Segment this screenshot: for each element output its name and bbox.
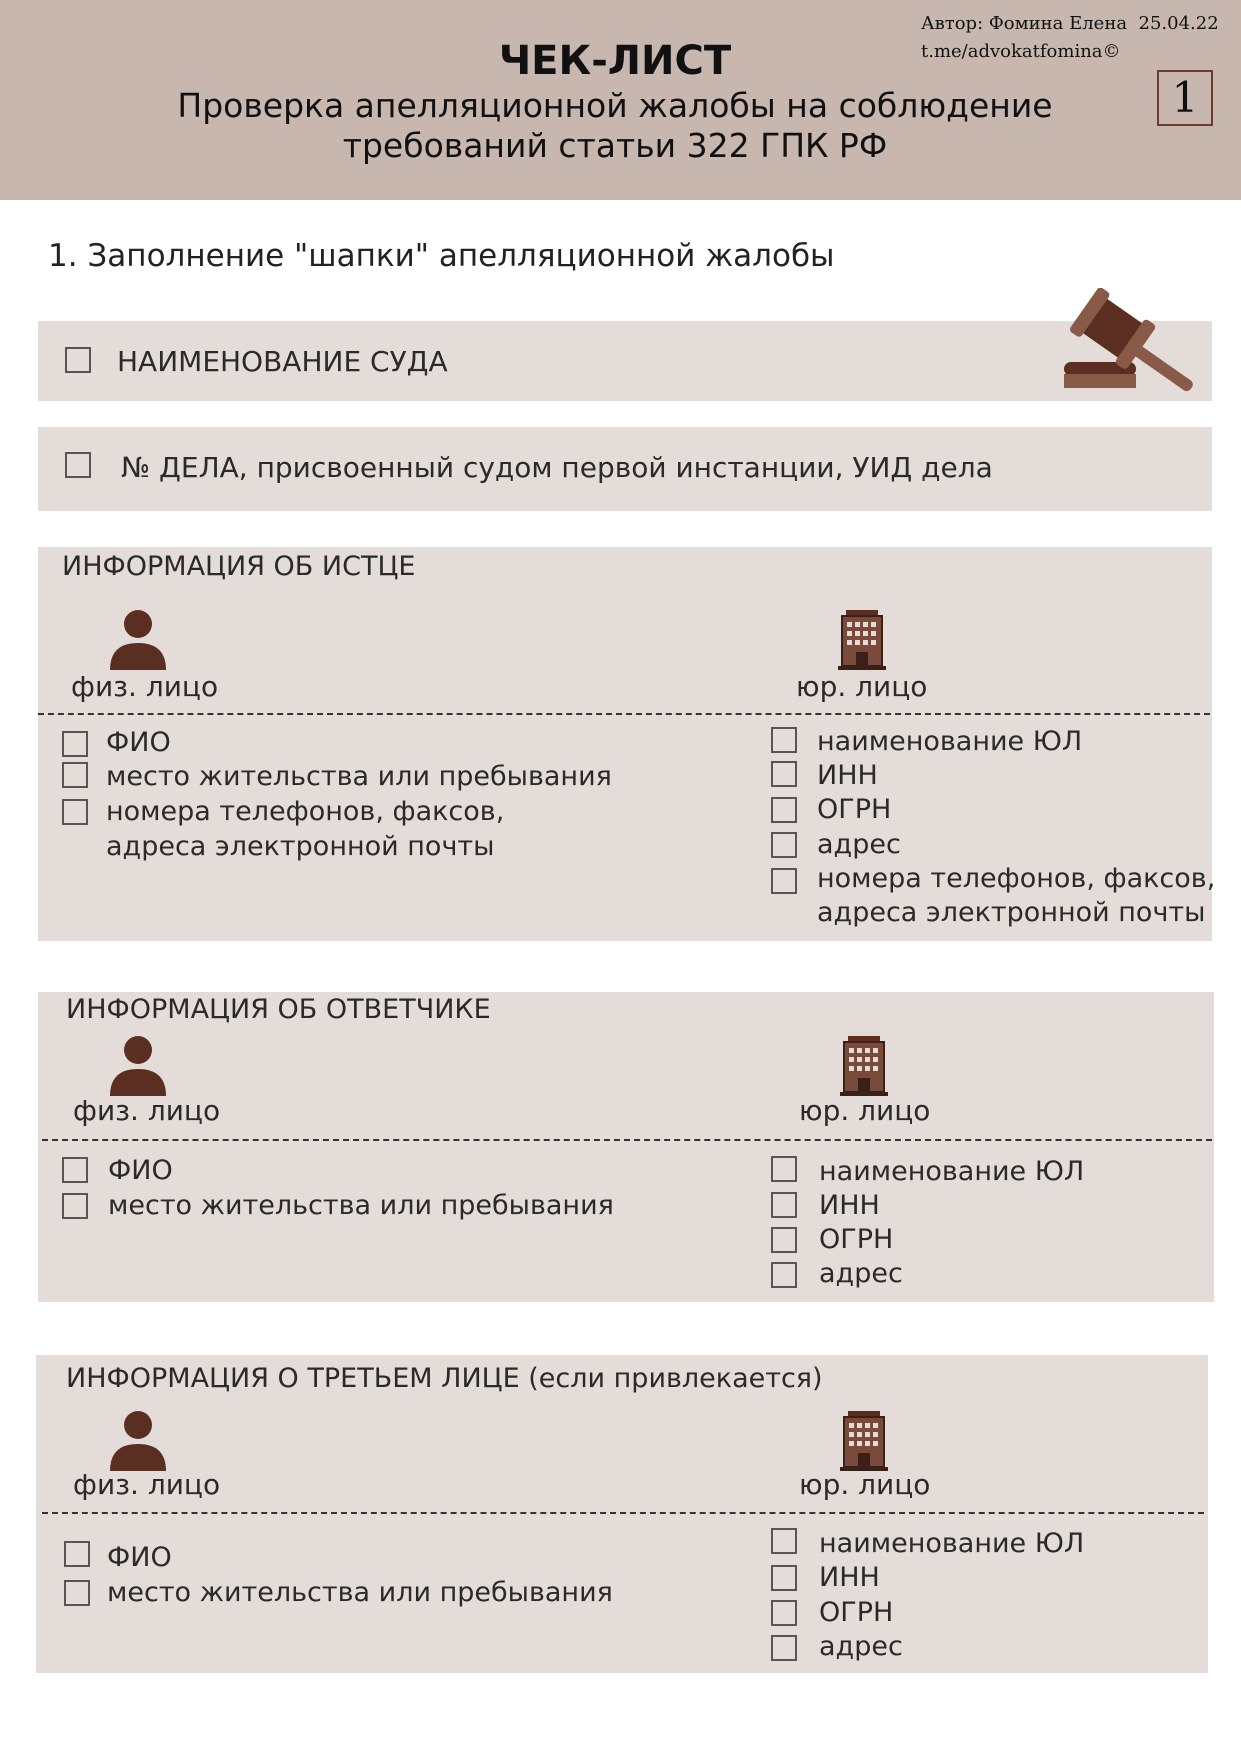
person-icon [108,1036,168,1096]
third-party-ogrn-checkbox[interactable] [771,1600,797,1626]
case-number-card [38,427,1212,511]
defendant-ogrn-checkbox[interactable] [771,1227,797,1253]
divider [42,1139,1212,1141]
defendant-fio-label: ФИО [108,1155,173,1186]
plaintiff-contacts-label-2: адреса электронной почты [106,831,495,862]
defendant-company-name-checkbox[interactable] [771,1156,797,1182]
plaintiff-company-contacts-label-1: номера телефонов, факсов, [817,863,1216,894]
third-party-fio-checkbox[interactable] [64,1541,90,1567]
building-icon [838,610,886,670]
building-icon [840,1411,888,1471]
third-party-ogrn-label: ОГРН [819,1597,894,1628]
plaintiff-fio-label: ФИО [106,727,171,758]
defendant-company-name-label: наименование ЮЛ [819,1156,1085,1187]
plaintiff-inn-checkbox[interactable] [771,761,797,787]
author-info [921,10,1219,66]
defendant-title: ИНФОРМАЦИЯ ОБ ОТВЕТЧИКЕ [66,994,491,1025]
plaintiff-card [38,547,1216,941]
plaintiff-company-name-checkbox[interactable] [771,727,797,753]
court-name-label: НАИМЕНОВАНИЕ СУДА [117,345,448,378]
defendant-residence-checkbox[interactable] [62,1193,88,1219]
court-name-card [38,321,1212,401]
defendant-company-label: юр. лицо [799,1094,931,1127]
plaintiff-ogrn-checkbox[interactable] [771,797,797,823]
defendant-ogrn-label: ОГРН [819,1224,894,1255]
third-party-residence-label: место жительства или пребывания [107,1577,613,1608]
plaintiff-residence-label: место жительства или пребывания [106,761,612,792]
third-party-person-label: физ. лицо [73,1468,221,1501]
defendant-inn-label: ИНН [819,1190,880,1221]
page-number: 1 [1157,70,1213,126]
third-party-address-checkbox[interactable] [771,1635,797,1661]
defendant-address-checkbox[interactable] [771,1262,797,1288]
defendant-inn-checkbox[interactable] [771,1192,797,1218]
author-link[interactable]: t.me/advokatfomina© [921,41,1121,62]
plaintiff-contacts-label-1: номера телефонов, факсов, [106,796,505,827]
third-party-company-label: юр. лицо [799,1468,931,1501]
court-name-checkbox[interactable] [65,347,91,373]
page-subtitle [0,86,1230,166]
plaintiff-residence-checkbox[interactable] [62,762,88,788]
author-name-date: Автор: Фомина Елена 25.04.22 [921,13,1219,34]
defendant-residence-label: место жительства или пребывания [108,1190,614,1221]
third-party-company-name-label: наименование ЮЛ [819,1528,1085,1559]
case-number-label: № ДЕЛА, присвоенный судом первой инстанции, УИД дела [121,451,993,484]
defendant-fio-checkbox[interactable] [62,1157,88,1183]
divider [42,1512,1204,1514]
plaintiff-company-contacts-label-2: адреса электронной почты [817,897,1206,928]
case-number-checkbox[interactable] [65,452,91,478]
third-party-inn-checkbox[interactable] [771,1565,797,1591]
defendant-card [38,992,1214,1302]
plaintiff-fio-checkbox[interactable] [62,731,88,757]
subtitle-line-1: Проверка апелляционной жалобы на соблюдение [177,86,1053,125]
third-party-company-name-checkbox[interactable] [771,1528,797,1554]
plaintiff-company-name-label: наименование ЮЛ [817,726,1083,757]
person-icon [108,1411,168,1471]
plaintiff-company-label: юр. лицо [796,670,928,703]
page-title: ЧЕК-ЛИСТ [498,38,732,84]
divider [38,713,1210,715]
third-party-inn-label: ИНН [819,1562,880,1593]
plaintiff-ogrn-label: ОГРН [817,794,892,825]
plaintiff-inn-label: ИНН [817,760,878,791]
header-banner [0,0,1241,200]
building-icon [840,1036,888,1096]
plaintiff-company-contacts-checkbox[interactable] [771,868,797,894]
plaintiff-address-label: адрес [817,829,901,860]
plaintiff-person-label: физ. лицо [71,670,219,703]
subtitle-line-2: требований статьи 322 ГПК РФ [342,126,888,165]
third-party-residence-checkbox[interactable] [64,1580,90,1606]
section-heading: 1. Заполнение "шапки" апелляционной жалобы [48,238,835,274]
gavel-icon [1064,288,1198,402]
plaintiff-address-checkbox[interactable] [771,832,797,858]
defendant-person-label: физ. лицо [73,1094,221,1127]
third-party-fio-label: ФИО [107,1542,172,1573]
third-party-address-label: адрес [819,1631,903,1662]
third-party-card [36,1355,1208,1673]
person-icon [108,610,168,670]
plaintiff-contacts-checkbox[interactable] [62,799,88,825]
plaintiff-title: ИНФОРМАЦИЯ ОБ ИСТЦЕ [62,551,416,582]
defendant-address-label: адрес [819,1258,903,1289]
third-party-title: ИНФОРМАЦИЯ О ТРЕТЬЕМ ЛИЦЕ (если привлекается) [66,1363,823,1394]
